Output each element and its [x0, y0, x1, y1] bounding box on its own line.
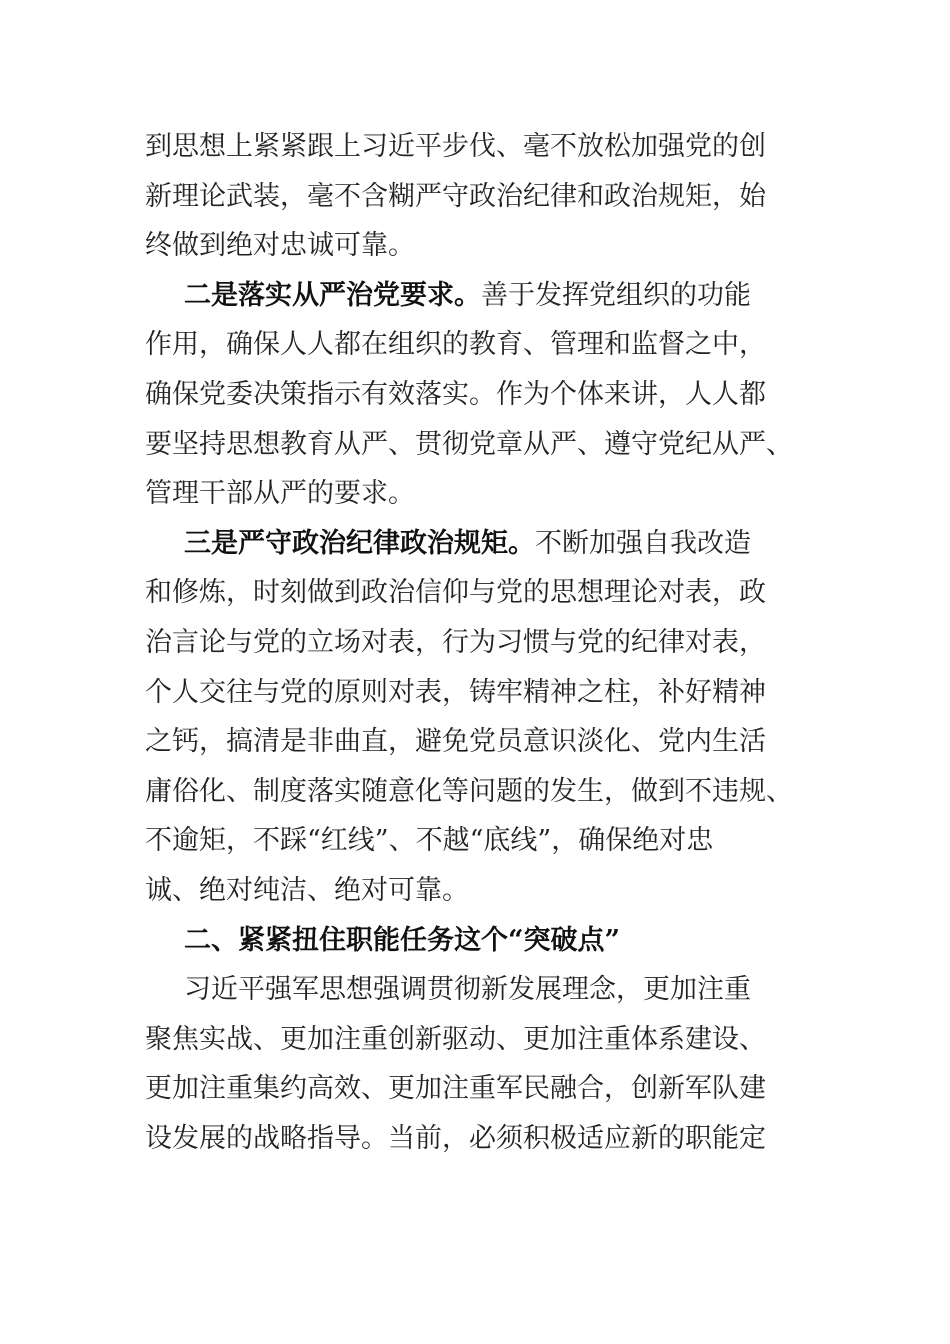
paragraph-lead: 二是落实从严治党要求。 [184, 279, 481, 311]
paragraph-strict-governance [145, 271, 825, 519]
text-line: 设发展的战略指导。当前，必须积极适应新的职能定 [145, 1122, 766, 1154]
text-line [145, 519, 825, 569]
text-line: 到思想上紧紧跟上习近平步伐、毫不放松加强党的创 [145, 131, 766, 162]
text-line: 治言论与党的立场对表，行为习惯与党的纪律对表， [145, 626, 766, 658]
text-line [145, 271, 825, 321]
text-line: 聚焦实战、更加注重创新驱动、更加注重体系建设、 [145, 1023, 766, 1055]
text-line: 要坚持思想教育从严、贯彻党章从严、遵守党纪从严、 [145, 428, 793, 460]
paragraph-loyalty [145, 122, 825, 271]
paragraph-new-development [145, 965, 825, 1163]
document-page [145, 122, 825, 1163]
text-line: 不逾矩，不踩“红线”、不越“底线”，确保绝对忠 [145, 825, 714, 857]
text-line: 确保党委决策指示有效落实。作为个体来讲，人人都 [145, 378, 766, 410]
text-line: 和修炼，时刻做到政治信仰与党的思想理论对表，政 [145, 577, 766, 609]
text-line: 更加注重集约高效、更加注重军民融合，创新军队建 [145, 1073, 766, 1105]
text-line: 个人交往与党的原则对表，铸牢精神之柱，补好精神 [145, 676, 766, 708]
text-line: 习近平强军思想强调贯彻新发展理念，更加注重 [184, 974, 751, 1006]
paragraph-lead: 三是严守政治纪律政治规矩。 [184, 527, 535, 559]
text-line: 作用，确保人人都在组织的教育、管理和监督之中， [145, 329, 766, 361]
text-line: 诚、绝对纯洁、绝对可靠。 [145, 874, 469, 906]
text-line: 终做到绝对忠诚可靠。 [145, 230, 415, 262]
paragraph-discipline [145, 519, 825, 916]
text-line: 庸俗化、制度落实随意化等问题的发生，做到不违规、 [145, 775, 793, 807]
section-heading: 二、紧紧扭住职能任务这个“突破点” [184, 924, 621, 956]
text-run: 善于发挥党组织的功能 [481, 279, 751, 311]
text-line: 管理干部从严的要求。 [145, 478, 415, 510]
text-run: 不断加强自我改造 [535, 527, 751, 559]
text-line: 新理论武装，毫不含糊严守政治纪律和政治规矩，始 [145, 180, 766, 212]
text-line: 之钙，搞清是非曲直，避免党员意识淡化、党内生活 [145, 726, 766, 758]
